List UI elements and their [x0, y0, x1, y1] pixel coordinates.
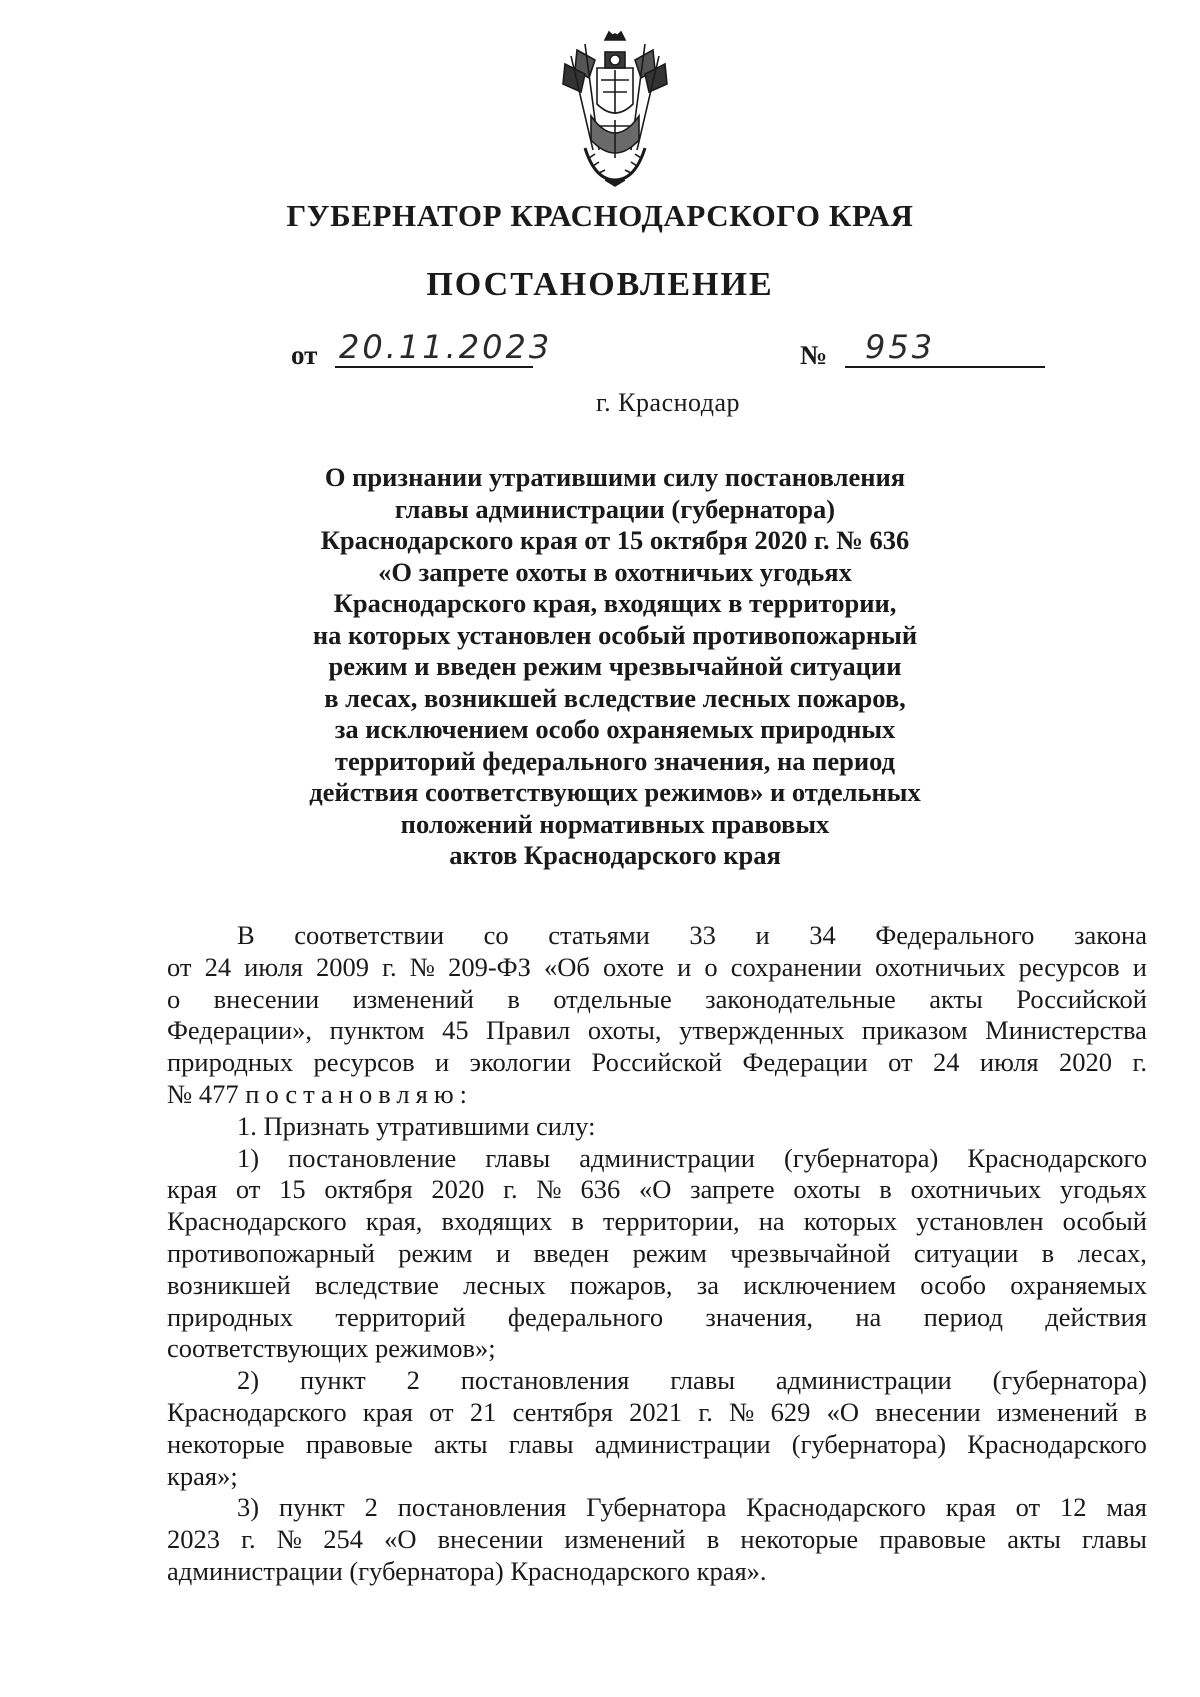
- document-type: ПОСТАНОВЛЕНИЕ: [426, 266, 774, 303]
- title-line: Краснодарского края, входящих в территории,: [333, 588, 897, 618]
- body-line: [167, 1206, 1147, 1238]
- word: закона: [1074, 920, 1147, 950]
- word: охотничьих: [874, 951, 1006, 982]
- word: «О: [384, 1524, 417, 1555]
- word: июля: [979, 1047, 1039, 1078]
- word: «Об: [543, 951, 590, 982]
- body-line: [167, 952, 1147, 984]
- word: федерального: [507, 1301, 664, 1332]
- word: Краснодарского: [167, 1396, 347, 1427]
- city-line: [0, 388, 1200, 418]
- word: о: [704, 951, 718, 982]
- word: в: [1041, 1237, 1055, 1268]
- word: режим: [632, 1237, 707, 1268]
- number-field: [845, 330, 1045, 368]
- word: Краснодарского: [167, 1206, 347, 1237]
- word: 254: [323, 1524, 363, 1555]
- word: внесении: [875, 1396, 981, 1427]
- word: от: [888, 1047, 913, 1078]
- word: постановления: [397, 1492, 567, 1523]
- word: пункт: [278, 1492, 345, 1523]
- word: и: [677, 951, 692, 982]
- word: Краснодарского: [746, 1492, 926, 1523]
- body-line: [167, 920, 1147, 952]
- word: главы: [1082, 1524, 1147, 1555]
- city: г. Краснодар: [595, 388, 741, 417]
- word: Федерации: [742, 1047, 868, 1078]
- word: г.: [382, 951, 397, 982]
- word: 2009: [316, 951, 369, 982]
- word: г.: [698, 1396, 713, 1427]
- word: Правил: [486, 1015, 571, 1046]
- word: 636: [580, 1174, 621, 1205]
- handwritten-number: 953: [865, 328, 936, 366]
- body-line: [167, 1302, 1147, 1334]
- word: главы: [508, 1428, 574, 1459]
- krasnodar-coat-of-arms-icon: [555, 30, 675, 188]
- word: акты: [433, 1428, 488, 1459]
- word: 34: [809, 920, 836, 950]
- word: мая: [1106, 1492, 1147, 1523]
- word: введен: [533, 1237, 610, 1268]
- word: 2: [364, 1492, 378, 1523]
- title-line: главы администрации (губернатора): [394, 493, 836, 524]
- word: края: [945, 1492, 996, 1523]
- body-line: [167, 1270, 1147, 1302]
- word: законодательные: [705, 983, 896, 1014]
- word: в: [1134, 1396, 1147, 1427]
- word: администрации: [775, 1365, 952, 1396]
- word: охраняемых: [1010, 1269, 1147, 1300]
- word: 24: [204, 951, 232, 982]
- word: лесах,: [1077, 1237, 1147, 1268]
- word: 2020: [1059, 1047, 1113, 1078]
- word: Федерального: [875, 920, 1035, 950]
- issuing-authority: ГУБЕРНАТОР КРАСНОДАРСКОГО КРАЯ: [286, 198, 914, 233]
- word: г.: [241, 1524, 256, 1555]
- word: утвержденных: [679, 1015, 845, 1046]
- word: Губернатора: [586, 1492, 727, 1523]
- word: пункт: [299, 1365, 366, 1396]
- word: со: [483, 920, 509, 950]
- title-line: положений нормативных правовых: [400, 808, 830, 839]
- date-prefix: от: [291, 340, 318, 370]
- date-field: [335, 328, 553, 368]
- word: и: [1132, 951, 1147, 982]
- word: охоты: [793, 1174, 861, 1205]
- word: Министерства: [985, 1015, 1147, 1046]
- word: запрете: [690, 1174, 775, 1205]
- word: от: [1015, 1492, 1041, 1523]
- body-line: [167, 1429, 1147, 1461]
- word: пунктом: [329, 1015, 425, 1046]
- word: возникшей: [167, 1269, 291, 1300]
- word: приказом: [861, 1015, 968, 1046]
- word: изменений: [352, 983, 474, 1014]
- body-line: [167, 1492, 1147, 1524]
- word: о: [167, 983, 181, 1014]
- word: пожаров,: [570, 1269, 673, 1300]
- word: действия: [1045, 1301, 1147, 1332]
- word: охотничьих: [910, 1174, 1042, 1205]
- word: и: [495, 1237, 511, 1268]
- body-line: [167, 1365, 1147, 1397]
- title-line: территорий федерального значения, на период: [334, 745, 896, 776]
- word: В: [237, 920, 255, 950]
- word: главы: [670, 1365, 736, 1396]
- word: Российской: [1016, 983, 1147, 1014]
- word: 21: [469, 1396, 497, 1427]
- title-line: «О запрете охоты в охотничьих угодьях: [378, 556, 852, 587]
- body-line: администрации (губернатора) Краснодарского края».: [167, 1555, 767, 1586]
- body-line: [167, 984, 1147, 1016]
- word: 33: [689, 920, 716, 950]
- body-line: [167, 1079, 1147, 1111]
- title-line: в лесах, возникшей вследствие лесных пожаров,: [324, 682, 906, 713]
- body-line: [167, 1015, 1147, 1047]
- title-line: действия соответствующих режимов» и отдельных: [309, 777, 921, 807]
- decree-word: постановляю:: [245, 1078, 473, 1109]
- word: главы: [485, 1142, 551, 1173]
- word: от: [235, 1174, 261, 1205]
- word: период: [923, 1301, 1003, 1332]
- word: Краснодарского: [967, 1428, 1147, 1459]
- word: природных: [167, 1301, 294, 1332]
- word: в: [507, 983, 520, 1014]
- word: Федерации»,: [167, 1015, 313, 1046]
- word: №: [276, 1524, 303, 1555]
- word: установлен: [916, 1206, 1044, 1237]
- word: ресурсов: [313, 1047, 415, 1078]
- title-line: актов Краснодарского края: [449, 840, 781, 870]
- body-line: [167, 1143, 1147, 1175]
- word: природных: [167, 1047, 294, 1078]
- word: правовые: [879, 1524, 987, 1555]
- word: 2: [406, 1365, 420, 1396]
- word: экологии: [469, 1047, 572, 1078]
- word: Краснодарского: [967, 1142, 1147, 1173]
- word: 2): [237, 1365, 260, 1396]
- word: соответствии: [294, 920, 445, 950]
- word: октября: [324, 1174, 413, 1205]
- word: «О: [639, 1174, 672, 1205]
- body-line: [167, 1238, 1147, 1270]
- body-line: [167, 1524, 1147, 1556]
- word: за: [696, 1269, 719, 1300]
- number-label: №: [800, 340, 828, 370]
- word: 12: [1060, 1492, 1087, 1523]
- title-line: режим и введен режим чрезвычайной ситуации: [328, 651, 902, 681]
- handwritten-date: 20.11.2023: [339, 328, 553, 366]
- word: Российской: [591, 1047, 723, 1078]
- word: на: [855, 1301, 882, 1332]
- word: 45: [442, 1015, 469, 1046]
- document-body: [167, 920, 1147, 1588]
- word: 2020: [431, 1174, 485, 1205]
- word: акты: [929, 983, 983, 1014]
- title-line: О признании утратившими силу постановления: [324, 462, 906, 492]
- word: изменений: [564, 1524, 686, 1555]
- word: от: [167, 951, 192, 982]
- word: 209-ФЗ: [448, 951, 531, 982]
- word: (губернатора): [992, 1365, 1147, 1396]
- word: территории,: [602, 1206, 740, 1237]
- word: (губернатора): [784, 1142, 939, 1173]
- word: вследствие: [314, 1269, 439, 1300]
- word: сохранении: [730, 951, 862, 982]
- word: на: [758, 1206, 785, 1237]
- word: в: [706, 1524, 720, 1555]
- word: отдельные: [553, 983, 672, 1014]
- word: края,: [365, 1206, 423, 1237]
- order-number: № 477: [167, 1078, 239, 1109]
- word: 2021: [629, 1396, 683, 1427]
- word: постановления: [460, 1365, 630, 1396]
- word: значения,: [705, 1301, 814, 1332]
- word: в: [879, 1174, 892, 1205]
- word: акты: [1007, 1524, 1061, 1555]
- document-title: [250, 462, 980, 872]
- word: чрезвычайной: [730, 1237, 891, 1268]
- word: администрации: [579, 1142, 755, 1173]
- word: 1): [237, 1142, 260, 1173]
- word: входящих: [441, 1206, 553, 1237]
- word: особый: [1062, 1206, 1147, 1237]
- body-line: [167, 1397, 1147, 1429]
- word: №: [536, 1174, 562, 1205]
- word: от: [429, 1396, 454, 1427]
- word: 629: [770, 1396, 811, 1427]
- title-line: Краснодарского края от 15 октября 2020 г. № 636: [320, 525, 910, 555]
- word: некоторые: [167, 1428, 285, 1459]
- word: администрации: [594, 1428, 771, 1459]
- word: охоте: [602, 951, 665, 982]
- word: особо: [920, 1269, 986, 1300]
- word: и: [435, 1047, 450, 1078]
- word: противопожарный: [167, 1237, 375, 1268]
- title-line: на которых установлен особый противопожарный: [312, 619, 918, 650]
- word: (губернатора): [791, 1428, 947, 1459]
- word: правовые: [305, 1428, 413, 1459]
- word: охоты,: [587, 1015, 662, 1046]
- word: «О: [826, 1396, 859, 1427]
- word: 3): [237, 1492, 260, 1523]
- body-line: края»;: [167, 1460, 238, 1491]
- word: изменений: [996, 1396, 1119, 1427]
- word: некоторые: [740, 1524, 859, 1555]
- word: режим: [398, 1237, 473, 1268]
- word: которых: [803, 1206, 897, 1237]
- word: ресурсов: [1018, 951, 1120, 982]
- word: постановление: [288, 1142, 457, 1173]
- word: исключением: [743, 1269, 897, 1300]
- word: территорий: [335, 1301, 466, 1332]
- body-line: соответствующих режимов»;: [167, 1333, 496, 1364]
- word: внесении: [437, 1524, 544, 1555]
- word: г.: [1132, 1047, 1147, 1078]
- word: г.: [503, 1174, 518, 1205]
- word: 24: [932, 1047, 960, 1078]
- word: в: [571, 1206, 584, 1237]
- word: края: [362, 1396, 413, 1427]
- body-line: [167, 1047, 1147, 1079]
- title-line: за исключением особо охраняемых природных: [334, 714, 896, 744]
- word: 15: [279, 1174, 306, 1205]
- item-1: 1. Признать утратившими силу:: [237, 1110, 596, 1141]
- word: июля: [244, 951, 303, 982]
- word: лесных: [463, 1269, 546, 1300]
- word: и: [755, 920, 770, 950]
- word: №: [409, 951, 435, 982]
- word: 2023: [167, 1524, 220, 1555]
- word: внесении: [213, 983, 320, 1014]
- word: ситуации: [913, 1237, 1019, 1268]
- word: сентября: [512, 1396, 613, 1427]
- body-line: [167, 1174, 1147, 1206]
- word: края: [167, 1174, 218, 1205]
- word: №: [729, 1396, 755, 1427]
- word: угодьях: [1059, 1174, 1147, 1205]
- word: статьями: [548, 920, 650, 950]
